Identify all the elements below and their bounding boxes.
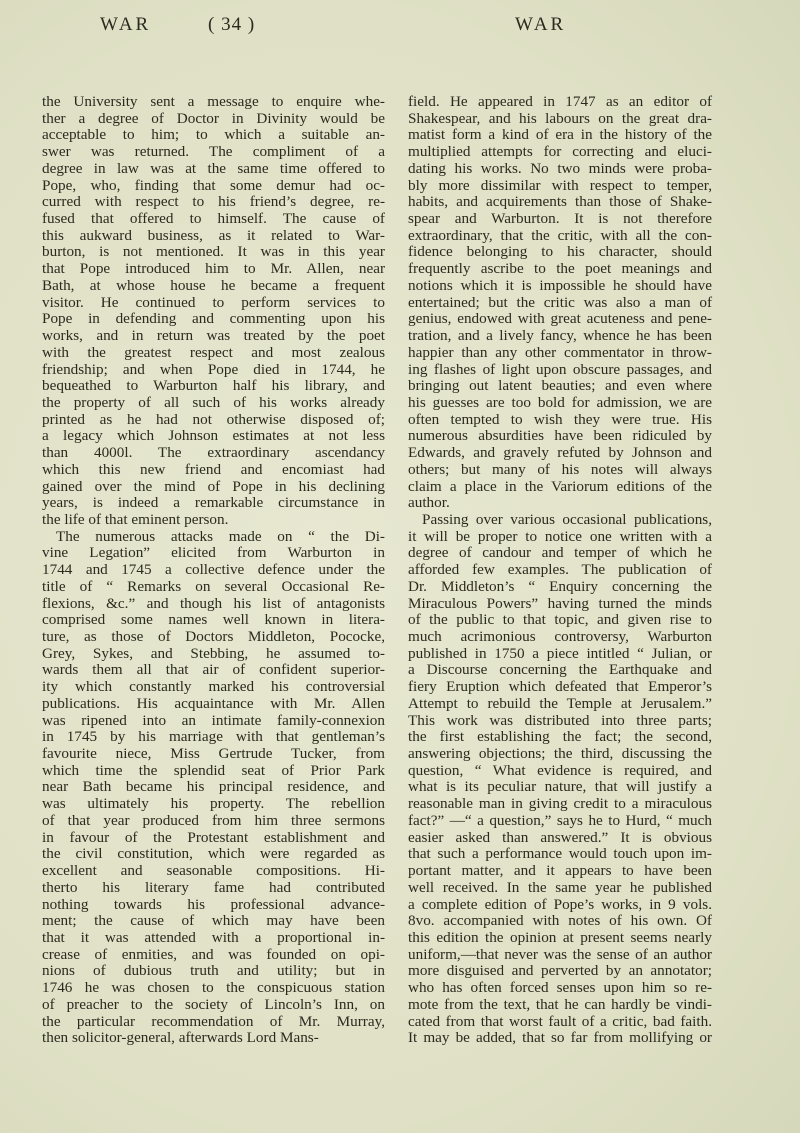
- text-line: others; but many of his notes will always: [408, 460, 712, 478]
- text-line: portant matter, and it appears to have been: [408, 862, 712, 880]
- text-line: excellent and seasonable compositions. Hi-: [42, 862, 385, 880]
- text-line: uniform,—that never was the sense of an author: [408, 945, 712, 963]
- text-line: the University sent a message to enquire whe-: [42, 93, 385, 110]
- text-line: often tempted to wish they were true. His: [408, 410, 712, 428]
- text-line: Dr. Middleton’s “ Enquiry concerning the: [408, 577, 712, 595]
- text-line: answering objections; the third, discussing the: [408, 745, 712, 763]
- text-line: that Pope introduced him to Mr. Allen, near: [42, 260, 385, 278]
- text-line: curred with respect to his friend’s degree, re-: [42, 193, 385, 211]
- text-line: that such a performance would touch upon im-: [408, 845, 712, 863]
- text-line: wards them all that air of confident superior-: [42, 661, 385, 679]
- paragraph: [408, 512, 712, 1047]
- text-line: much acrimonious controversy, Warburton: [408, 628, 712, 645]
- text-line: bringing out latent beauties; and even where: [408, 377, 712, 395]
- text-line: reasonable man in giving credit to a miraculous: [408, 795, 712, 813]
- text-line: ment; the cause of which may have been: [42, 912, 385, 930]
- text-line: fused that offered to himself. The cause of: [42, 210, 385, 228]
- text-line: easier asked than answered.” It is obvious: [408, 828, 712, 846]
- text-line: near Bath became his principal residence, and: [42, 778, 385, 796]
- text-line: numerous absurdities have been ridiculed by: [408, 427, 712, 445]
- text-line: swer was returned. The compliment of a: [42, 143, 385, 161]
- text-line: of that year produced from him three sermons: [42, 811, 385, 829]
- text-line: more disguised and perverted by an annotator;: [408, 962, 712, 980]
- text-line: well received. In the same year he published: [408, 878, 712, 896]
- text-line: flexions, &c.” and though his list of antagonists: [42, 594, 385, 612]
- text-line: fidence belonging to his character, should: [408, 243, 712, 261]
- text-line: Edwards, and gravely refuted by Johnson and: [408, 444, 712, 462]
- paragraph: [42, 529, 385, 1047]
- text-line: the first establishing the fact; the second,: [408, 728, 712, 746]
- text-line: degree in law was at the same time offered to: [42, 159, 385, 177]
- text-column-right: [408, 94, 712, 1047]
- text-line: who has often forced senses upon him so re-: [408, 979, 712, 997]
- text-line: title of “ Remarks on several Occasional Re-: [42, 577, 385, 595]
- text-line: than 4000l. The extraordinary ascendancy: [42, 444, 385, 462]
- text-line: field. He appeared in 1747 as an editor of: [408, 93, 712, 110]
- text-line: question, “ What evidence is required, and: [408, 761, 712, 779]
- text-line: it will be proper to notice one written with a: [408, 527, 712, 545]
- text-line: this edition the opinion at present seems nearly: [408, 928, 712, 946]
- text-line: burton, is not mentioned. It was in this year: [42, 243, 385, 261]
- text-line: fact?” —“ a question,” says he to Hurd, “ much: [408, 811, 712, 829]
- text-line: claim a place in the Variorum editions of the: [408, 477, 712, 495]
- text-line: ture, as those of Doctors Middleton, Pococke,: [42, 628, 385, 645]
- text-line: Shakespear, and his labours on the great dra-: [408, 109, 712, 127]
- text-line: comprised some names well known in litera-: [42, 611, 385, 629]
- text-line: was ultimately his property. The rebellion: [42, 795, 385, 813]
- text-line: bequeathed to Warburton half his library, and: [42, 377, 385, 395]
- text-line: what is its peculiar nature, that will justify a: [408, 778, 712, 796]
- running-head-right: WAR: [515, 14, 567, 35]
- text-line: 8vo. accompanied with notes of his own. Of: [408, 912, 712, 930]
- text-line: afforded few examples. The publication of: [408, 561, 712, 579]
- text-line: gained over the mind of Pope in his declining: [42, 477, 385, 495]
- text-line: This work was distributed into three parts;: [408, 711, 712, 729]
- text-line: bly more dissimilar with respect to temper,: [408, 176, 712, 194]
- text-line: 1744 and 1745 a collective defence under the: [42, 561, 385, 579]
- text-line: therto his literary fame had contributed: [42, 878, 385, 896]
- text-column-left: [42, 94, 385, 1047]
- text-line: happier than any other commentator in throw-: [408, 343, 712, 361]
- text-line: was ripened into an intimate family-connexion: [42, 711, 385, 729]
- text-line: then solicitor-general, afterwards Lord Mans-: [42, 1029, 319, 1047]
- text-line: fiery Eruption which defeated that Emperor’s: [408, 678, 712, 696]
- text-line: degree of candour and temper of which he: [408, 544, 712, 562]
- text-line: favourite niece, Miss Gertrude Tucker, from: [42, 745, 385, 763]
- text-line: ing flashes of light upon obscure passages, and: [408, 360, 712, 378]
- text-line: Pope, who, finding that some demur had oc-: [42, 176, 385, 194]
- running-head-left: WAR: [100, 14, 152, 35]
- text-line: a legacy which Johnson estimates at not less: [42, 427, 385, 445]
- text-line: this aukward business, as it related to War-: [42, 226, 385, 244]
- text-line: tration, and a lively fancy, whence he has been: [408, 327, 712, 345]
- paragraph: [408, 94, 712, 512]
- text-line: a Discourse concerning the Earthquake and: [408, 661, 712, 679]
- text-line: acceptable to him; to which a suitable an-: [42, 126, 385, 144]
- text-line: years, is indeed a remarkable circumstance in: [42, 494, 385, 512]
- text-line: publications. His acquaintance with Mr. Allen: [42, 694, 385, 712]
- text-line: ity which constantly marked his controversial: [42, 678, 385, 696]
- text-line: Grey, Sykes, and Stebbing, he assumed to-: [42, 644, 385, 662]
- text-line: visitor. He continued to perform services to: [42, 293, 385, 311]
- text-line: nothing towards his professional advance-: [42, 895, 385, 913]
- text-line: the particular recommendation of Mr. Murray,: [42, 1012, 385, 1030]
- text-line: notions which it is impossible he should have: [408, 276, 712, 294]
- paragraph: [42, 94, 385, 529]
- text-line: that it was attended with a proportional in-: [42, 928, 385, 946]
- text-line: matist form a kind of era in the history of the: [408, 126, 712, 144]
- text-line: with the greatest respect and most zealous: [42, 343, 385, 361]
- text-line: friendship; and when Pope died in 1744, he: [42, 360, 385, 378]
- text-line: author.: [408, 494, 450, 512]
- text-line: works, and in return was treated by the poet: [42, 327, 385, 345]
- text-line: printed as he had not otherwise disposed of;: [42, 410, 385, 428]
- text-line: multiplied attempts for correcting and eluci-: [408, 143, 712, 161]
- text-line: of preacher to the society of Lincoln’s Inn, on: [42, 995, 385, 1013]
- text-line: a complete edition of Pope’s works, in 9 vols.: [408, 895, 712, 913]
- text-line: The numerous attacks made on “ the Di-: [56, 527, 385, 545]
- text-line: Pope in defending and commenting upon his: [42, 310, 385, 328]
- text-line: Passing over various occasional publications,: [422, 510, 712, 528]
- text-line: vine Legation” elicited from Warburton in: [42, 544, 385, 562]
- text-line: the civil constitution, which were regarded as: [42, 845, 385, 863]
- text-line: the life of that eminent person.: [42, 510, 229, 528]
- text-line: habits, and acquirements than those of Shake-: [408, 193, 712, 211]
- text-line: his guesses are too bold for admission, we are: [408, 393, 712, 411]
- page-number: ( 34 ): [208, 14, 256, 35]
- text-line: mote from the text, that he can hardly be vindi-: [408, 995, 712, 1013]
- text-line: crease of enmities, and was founded on opi-: [42, 945, 385, 963]
- text-line: cated from that worst fault of a critic, bad faith.: [408, 1012, 712, 1030]
- text-line: Attempt to rebuild the Temple at Jerusalem.”: [408, 694, 712, 712]
- text-line: frequently ascribe to the poet meanings and: [408, 260, 712, 278]
- text-line: ther a degree of Doctor in Divinity would be: [42, 109, 385, 127]
- text-line: extraordinary, that the critic, with all the con-: [408, 226, 712, 244]
- text-line: genius, endowed with great acuteness and pene-: [408, 310, 712, 328]
- text-line: of the public to that topic, and given rise to: [408, 611, 712, 629]
- text-line: Bath, at whose house he became a frequent: [42, 276, 385, 294]
- text-line: which this new friend and encomiast had: [42, 460, 385, 478]
- text-line: published in 1750 a piece intitled “ Julian, or: [408, 644, 712, 662]
- text-line: the property of all such of his works already: [42, 393, 385, 411]
- text-line: spear and Warburton. It is not therefore: [408, 210, 712, 228]
- text-line: nions of dubious truth and utility; but in: [42, 962, 385, 980]
- text-line: entertained; but the critic was also a man of: [408, 293, 712, 311]
- text-line: 1746 he was chosen to the conspicuous station: [42, 979, 385, 997]
- text-line: in 1745 by his marriage with that gentleman’s: [42, 728, 385, 746]
- text-line: which time the splendid seat of Prior Park: [42, 761, 385, 779]
- text-line: dating his works. No two minds were proba-: [408, 159, 712, 177]
- text-line: It may be added, that so far from mollifying or: [408, 1029, 712, 1047]
- text-line: in favour of the Protestant establishment and: [42, 828, 385, 846]
- text-line: Miraculous Powers” having turned the minds: [408, 594, 712, 612]
